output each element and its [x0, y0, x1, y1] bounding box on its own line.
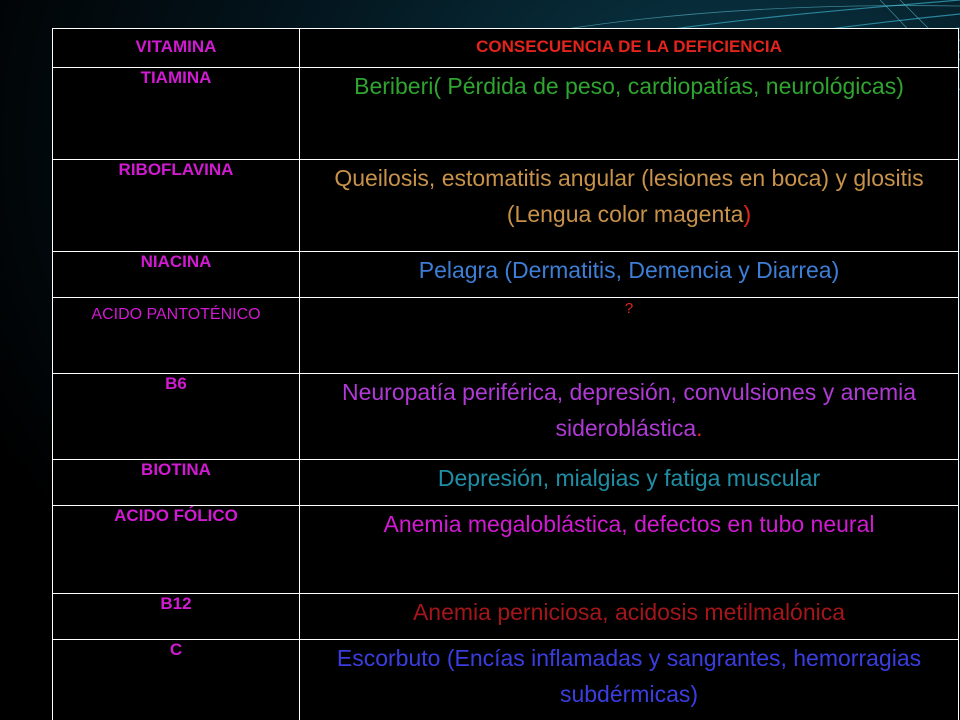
vitamin-name: TIAMINA — [53, 68, 300, 160]
table-row — [53, 298, 959, 374]
vitamin-name: RIBOFLAVINA — [53, 160, 300, 252]
deficiency-consequence — [300, 160, 959, 252]
vitamin-name: BIOTINA — [53, 460, 300, 506]
consequence-text: Queilosis, estomatitis angular (lesiones en boca) y glositis (Lengua color magenta — [334, 165, 924, 227]
table-row — [53, 374, 959, 460]
vitamin-name: B12 — [53, 594, 300, 640]
deficiency-consequence: Escorbuto (Encías inflamadas y sangrantes, hemorragias subdérmicas) — [300, 640, 959, 720]
table-row — [53, 640, 959, 720]
deficiency-consequence: ? — [300, 298, 959, 374]
header-vitamin: VITAMINA — [53, 29, 300, 68]
table-row — [53, 460, 959, 506]
deficiency-consequence: Pelagra (Dermatitis, Demencia y Diarrea) — [300, 252, 959, 298]
vitamin-name: ACIDO FÓLICO — [53, 506, 300, 594]
deficiency-consequence — [300, 374, 959, 460]
consequence-tail: . — [696, 415, 703, 441]
deficiency-consequence: Depresión, mialgias y fatiga muscular — [300, 460, 959, 506]
deficiency-consequence: Beriberi( Pérdida de peso, cardiopatías, neurológicas) — [300, 68, 959, 160]
consequence-tail: ) — [743, 201, 752, 227]
vitamin-deficiency-table — [52, 28, 959, 720]
table-header-row — [53, 29, 959, 68]
table-row — [53, 594, 959, 640]
deficiency-consequence: Anemia megaloblástica, defectos en tubo neural — [300, 506, 959, 594]
consequence-text: Neuropatía periférica, depresión, convulsiones y anemia sideroblástica — [341, 379, 917, 441]
vitamin-name: ACIDO PANTOTÉNICO — [53, 298, 300, 374]
vitamin-name: C — [53, 640, 300, 720]
vitamin-name: B6 — [53, 374, 300, 460]
header-consequence: CONSECUENCIA DE LA DEFICIENCIA — [300, 29, 959, 68]
table-row — [53, 506, 959, 594]
deficiency-consequence: Anemia perniciosa, acidosis metilmalónica — [300, 594, 959, 640]
vitamin-name: NIACINA — [53, 252, 300, 298]
table-row — [53, 252, 959, 298]
table-row — [53, 68, 959, 160]
table-row — [53, 160, 959, 252]
